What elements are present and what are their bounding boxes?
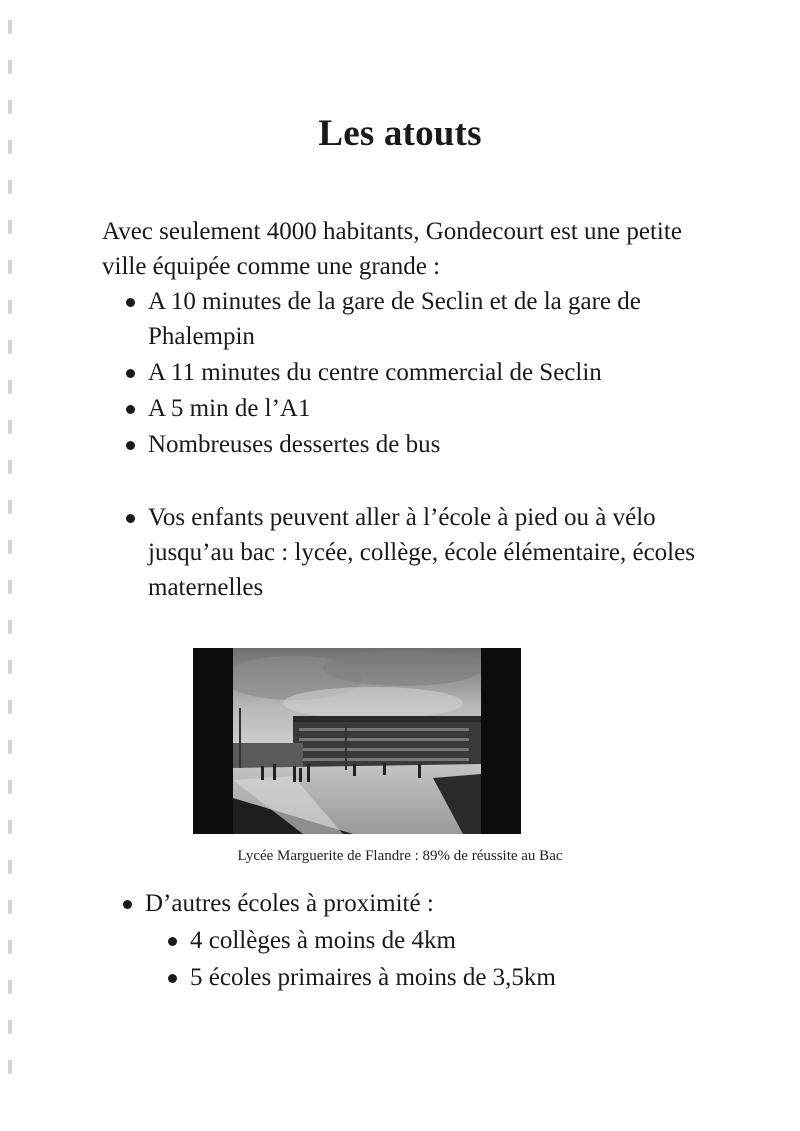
bullet-icon xyxy=(126,369,135,378)
bullet-icon xyxy=(126,514,135,523)
list-item-text: A 5 min de l’A1 xyxy=(148,395,311,422)
list-item xyxy=(190,960,710,995)
bullet-icon xyxy=(123,900,132,909)
list-item xyxy=(148,391,708,426)
list-item xyxy=(190,923,710,958)
lycee-building-image xyxy=(233,648,481,834)
list-item-text: A 10 minutes de la gare de Seclin et de la gare de Phalempin xyxy=(148,288,641,350)
bullet-icon xyxy=(126,298,135,307)
intro-paragraph: Avec seulement 4000 habitants, Gondecourt est une petite ville équipée comme une grande : xyxy=(102,218,682,280)
bullet-icon xyxy=(168,974,177,983)
list-item-text: 5 écoles primaires à moins de 3,5km xyxy=(190,964,556,991)
other-schools-list xyxy=(145,886,705,921)
list-item-text: Vos enfants peuvent aller à l’école à pied ou à vélo jusqu’au bac : lycée, collège, école élémentaire, écoles maternelles xyxy=(148,504,695,601)
school-photo xyxy=(193,648,521,834)
scan-edge-marks xyxy=(8,20,12,1100)
list-item xyxy=(148,355,708,390)
school-list xyxy=(148,500,708,605)
photo-caption: Lycée Marguerite de Flandre : 89% de réussite au Bac xyxy=(237,848,563,864)
photo-scene xyxy=(233,648,481,834)
list-item-text: Nombreuses dessertes de bus xyxy=(148,431,441,458)
bullet-icon xyxy=(126,441,135,450)
bullet-icon xyxy=(126,405,135,414)
list-item xyxy=(145,886,705,921)
transport-list xyxy=(148,284,708,463)
bullet-icon xyxy=(168,937,177,946)
list-item-text: D’autres écoles à proximité : xyxy=(145,890,434,917)
list-item-text: A 11 minutes du centre commercial de Seclin xyxy=(148,359,602,386)
other-schools-sublist xyxy=(190,923,710,997)
list-item xyxy=(148,427,708,462)
page-title: Les atouts xyxy=(318,113,482,154)
list-item-text: 4 collèges à moins de 4km xyxy=(190,927,456,954)
list-item xyxy=(148,500,708,605)
list-item xyxy=(148,284,708,354)
